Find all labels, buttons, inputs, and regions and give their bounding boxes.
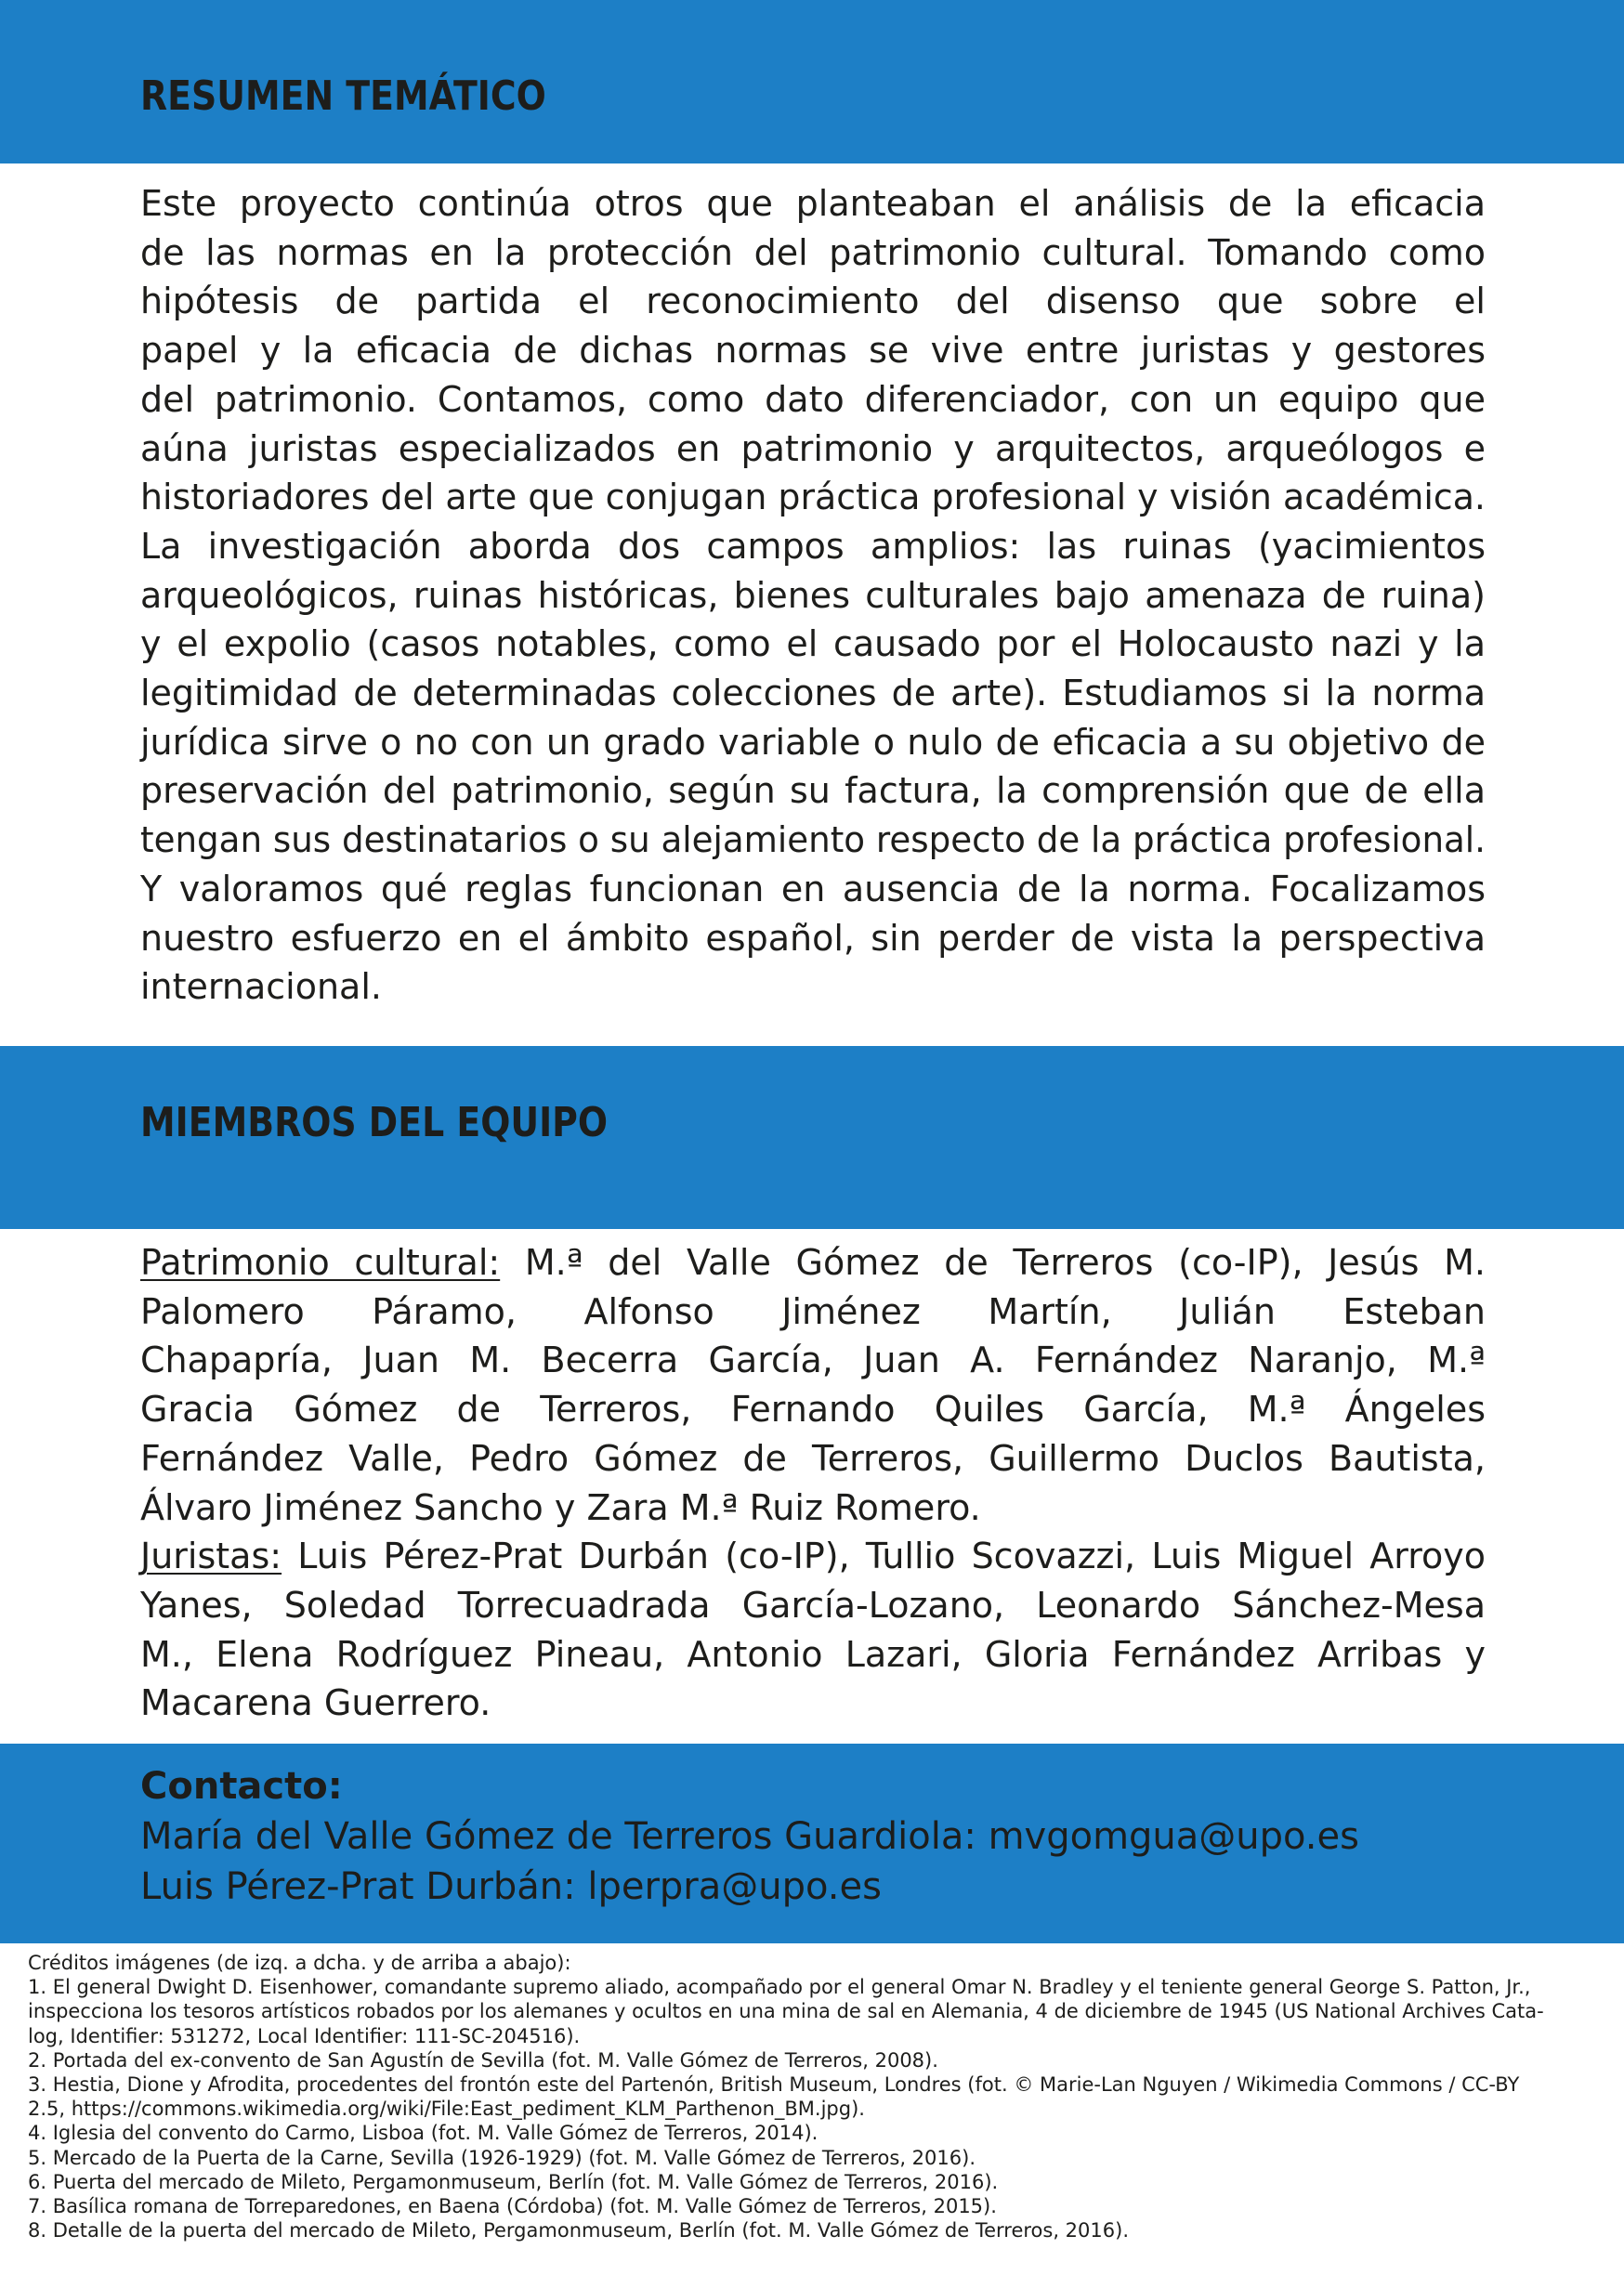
team-line: Macarena Guerrero. (140, 1682, 491, 1724)
summary-line: jurídica sirve o no con un grado variable o nulo de eficacia a su objetivo de (140, 721, 1486, 763)
team-line: Chapapría, Juan M. Becerra García, Juan A. Fernández Naranjo, M.ª (140, 1340, 1486, 1381)
summary-line: nuestro esfuerzo en el ámbito español, sin perder de vista la perspectiva (140, 917, 1486, 959)
credit-line: 8. Detalle de la puerta del mercado de Mileto, Pergamonmuseum, Berlín (fot. M. Valle Gómez de Terreros, 2016). (28, 2219, 1129, 2242)
credit-line: 2. Portada del ex-convento de San Agustín de Sevilla (fot. M. Valle Gómez de Terreros, 2008). (28, 2048, 938, 2072)
team-line: Gracia Gómez de Terreros, Fernando Quiles García, M.ª Ángeles (140, 1389, 1486, 1431)
summary-line: internacional. (140, 966, 382, 1008)
credit-line: 1. El general Dwight D. Eisenhower, comandante supremo aliado, acompañado por el general Omar N. Bradley y el teniente general George S. Patton, Jr., (28, 1976, 1531, 1999)
summary-line: aúna juristas especializados en patrimonio y arquitectos, arqueólogos e (140, 427, 1486, 469)
summary-line: arqueológicos, ruinas históricas, bienes culturales bajo amenaza de ruina) (140, 574, 1486, 616)
patrimonio-first-line: M.ª del Valle Gómez de Terreros (co-IP), Jesús M. (500, 1242, 1486, 1283)
summary-line: del patrimonio. Contamos, como dato diferenciador, con un equipo que (140, 378, 1486, 420)
summary-line: y el expolio (casos notables, como el causado por el Holocausto nazi y la (140, 623, 1486, 665)
credit-line: 3. Hestia, Dione y Afrodita, procedentes del frontón este del Partenón, British Museum, Londres (fot. © Marie-Lan Nguyen / Wikimedia Commons / CC-BY (28, 2073, 1520, 2097)
credit-line: log, Identifier: 531272, Local Identifier: 111-SC-204516). (28, 2024, 581, 2047)
credit-line: inspecciona los tesoros artísticos robados por los alemanes y ocultos en una mina de sal en Alemania, 4 de diciembre de 1945 (US National Archives Cata- (28, 2000, 1544, 2023)
summary-line: Este proyecto continúa otros que planteaban el análisis de la eficacia (140, 183, 1486, 224)
team-line: Palomero Páramo, Alfonso Jiménez Martín, Julián Esteban (140, 1290, 1486, 1332)
summary-line: Y valoramos qué reglas funcionan en ausencia de la norma. Focalizamos (140, 868, 1486, 909)
juristas-label: Juristas: (140, 1536, 282, 1577)
section-title-team: MIEMBROS DEL EQUIPO (140, 1099, 609, 1146)
summary-line: hipótesis de partida el reconocimiento del disenso que sobre el (140, 281, 1486, 322)
summary-line: historiadores del arte que conjugan práctica profesional y visión académica. (140, 477, 1486, 518)
contact-label: Contacto: (140, 1765, 343, 1808)
patrimonio-label: Patrimonio cultural: (140, 1242, 501, 1283)
contact-block (140, 1761, 1359, 1912)
summary-line: preservación del patrimonio, según su factura, la comprensión que de ella (140, 770, 1486, 812)
contact-line-2: Luis Pérez-Prat Durbán: lperpra@upo.es (140, 1865, 882, 1908)
credits-heading: Créditos imágenes (de izq. a dcha. y de arriba a abajo): (28, 1952, 571, 1974)
team-line (140, 1532, 1486, 1581)
credit-line: 2.5, https://commons.wikimedia.org/wiki/File:East_pediment_KLM_Parthenon_BM.jpg). (28, 2098, 865, 2121)
summary-line: legitimidad de determinadas colecciones de arte). Estudiamos si la norma (140, 673, 1486, 714)
contact-line-1: María del Valle Gómez de Terreros Guardiola: mvgomgua@upo.es (140, 1815, 1359, 1858)
team-line: Yanes, Soledad Torrecuadrada García-Lozano, Leonardo Sánchez-Mesa (140, 1584, 1486, 1626)
image-credits (28, 1951, 1598, 2242)
team-line: Álvaro Jiménez Sancho y Zara M.ª Ruiz Romero. (140, 1486, 981, 1528)
team-paragraph (140, 1238, 1486, 1728)
credit-line: 4. Iglesia del convento do Carmo, Lisboa (fot. M. Valle Gómez de Terreros, 2014). (28, 2122, 819, 2145)
credit-line: 6. Puerta del mercado de Mileto, Pergamonmuseum, Berlín (fot. M. Valle Gómez de Terreros, 2016). (28, 2170, 999, 2193)
juristas-first-line: Luis Pérez-Prat Durbán (co-IP), Tullio Scovazzi, Luis Miguel Arroyo (282, 1536, 1486, 1577)
team-line: Fernández Valle, Pedro Gómez de Terreros, Guillermo Duclos Bautista, (140, 1437, 1486, 1479)
summary-line: La investigación aborda dos campos amplios: las ruinas (yacimientos (140, 525, 1486, 567)
credit-line: 5. Mercado de la Puerta de la Carne, Sevilla (1926-1929) (fot. M. Valle Gómez de Terreros, 2016). (28, 2146, 976, 2169)
summary-line: de las normas en la protección del patrimonio cultural. Tomando como (140, 231, 1486, 273)
section-title-summary: RESUMEN TEMÁTICO (140, 72, 546, 120)
summary-line: papel y la eficacia de dichas normas se vive entre juristas y gestores (140, 330, 1486, 372)
summary-line: tengan sus destinatarios o su alejamiento respecto de la práctica profesional. (140, 819, 1486, 861)
credit-line: 7. Basílica romana de Torreparedones, en Baena (Córdoba) (fot. M. Valle Gómez de Terreros, 2015). (28, 2195, 997, 2218)
summary-paragraph (140, 179, 1486, 1012)
team-line: M., Elena Rodríguez Pineau, Antonio Lazari, Gloria Fernández Arribas y (140, 1633, 1486, 1675)
team-line (140, 1238, 1486, 1288)
